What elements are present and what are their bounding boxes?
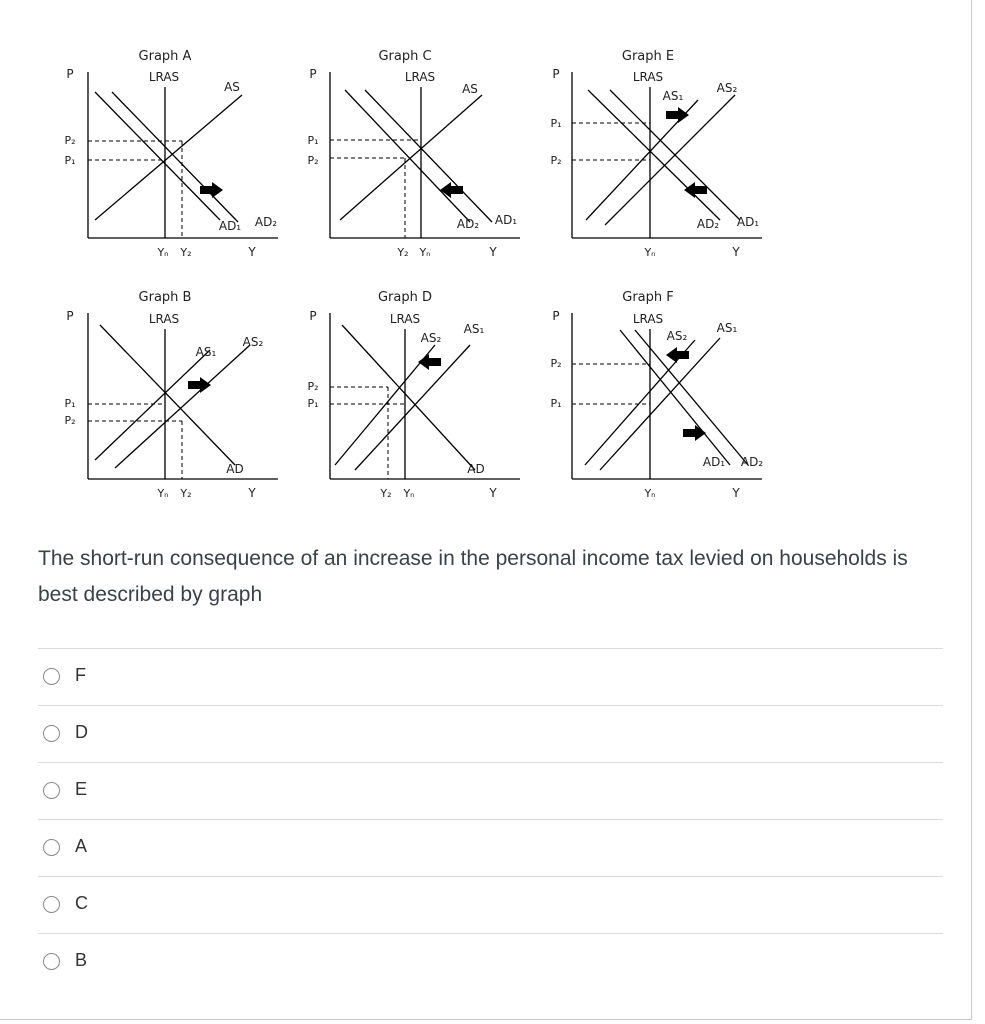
price-label-bottom: P₁ — [64, 154, 76, 167]
y-axis-label: Y — [248, 245, 256, 259]
option-c[interactable] — [38, 876, 943, 933]
p-axis-label: P — [309, 309, 317, 323]
price-label-top: P₁ — [64, 397, 76, 410]
as1-label: AS₁ — [716, 321, 738, 335]
output-label-other: Y₂ — [180, 246, 192, 259]
graph-a — [64, 49, 278, 259]
ad1-label: AD₁ — [702, 455, 726, 469]
option-label: C — [75, 893, 88, 913]
option-d[interactable] — [38, 705, 943, 762]
radio-button[interactable] — [43, 668, 60, 685]
price-label-bottom: P₁ — [550, 397, 562, 410]
lras-label: LRAS — [389, 312, 421, 326]
graph-title: Graph A — [138, 49, 192, 64]
option-a[interactable] — [38, 819, 943, 876]
option-f[interactable] — [38, 648, 943, 705]
as2-label: AS₂ — [420, 331, 442, 345]
output-label-natural: Yₙ — [403, 487, 415, 500]
graph-title: Graph F — [622, 290, 674, 305]
as1-label: AS₁ — [662, 89, 684, 103]
graph-c — [307, 49, 520, 259]
option-label: E — [75, 779, 88, 799]
as1-label: AS₁ — [195, 345, 217, 359]
as2-label: AS₂ — [242, 335, 264, 349]
as2-label: AS₂ — [716, 81, 738, 95]
p-axis-label: P — [552, 309, 560, 323]
question-text: The short-run consequence of an increase in the personal income tax levied on households is best described by graph — [38, 547, 908, 606]
price-label-bottom: P₁ — [307, 397, 319, 410]
option-label: F — [75, 665, 86, 685]
radio-button[interactable] — [43, 725, 60, 742]
output-label-natural: Yₙ — [644, 487, 656, 500]
ad2-label: AD₂ — [254, 215, 278, 229]
y-axis-label: Y — [732, 486, 740, 500]
lras-label: LRAS — [148, 312, 180, 326]
graph-title: Graph D — [377, 290, 433, 305]
radio-button[interactable] — [43, 896, 60, 913]
y-axis-label: Y — [732, 245, 740, 259]
ad2-label: AD₂ — [740, 455, 764, 469]
price-label-top: P₁ — [307, 134, 319, 147]
arrow-right-icon — [683, 425, 706, 441]
as-label: AS — [462, 82, 478, 96]
graph-title: Graph C — [378, 49, 432, 64]
output-label-other: Y₂ — [397, 246, 409, 259]
output-label-natural: Yₙ — [644, 246, 656, 259]
lras-label: LRAS — [632, 312, 664, 326]
output-label-natural: Yₙ — [157, 487, 169, 500]
as2-label: AS₂ — [666, 329, 688, 343]
price-label-top: P₁ — [550, 117, 562, 130]
as-label: AS — [224, 80, 240, 94]
output-label-natural: Yₙ — [419, 246, 431, 259]
ad1-label: AD₁ — [218, 219, 242, 233]
graphs-svg — [30, 40, 810, 520]
arrow-left-icon — [440, 182, 463, 198]
ad-label: AD — [226, 462, 244, 476]
ad2-label: AD₂ — [696, 217, 720, 231]
lras-label: LRAS — [632, 70, 664, 84]
option-label: D — [75, 722, 88, 742]
graph-b — [64, 290, 278, 500]
p-axis-label: P — [552, 67, 560, 81]
radio-button[interactable] — [43, 839, 60, 856]
graph-title: Graph B — [138, 290, 192, 305]
ad1-label: AD₁ — [736, 215, 760, 229]
ad-as-graphs-figure — [30, 40, 810, 520]
radio-button[interactable] — [43, 953, 60, 970]
option-label: B — [75, 950, 88, 970]
arrow-left-icon — [418, 354, 441, 370]
price-label-top: P₂ — [307, 380, 319, 393]
price-label-bottom: P₂ — [307, 154, 319, 167]
y-axis-label: Y — [489, 486, 497, 500]
price-label-bottom: P₂ — [64, 414, 76, 427]
option-label: A — [75, 836, 88, 856]
y-axis-label: Y — [248, 486, 256, 500]
arrow-right-icon — [200, 182, 223, 198]
ad2-label: AD₂ — [456, 217, 480, 231]
y-axis-label: Y — [489, 245, 497, 259]
p-axis-label: P — [66, 67, 74, 81]
radio-button[interactable] — [43, 782, 60, 799]
price-label-top: P₂ — [64, 134, 76, 147]
option-e[interactable] — [38, 762, 943, 819]
p-axis-label: P — [309, 67, 317, 81]
graph-title: Graph E — [621, 49, 675, 64]
arrow-right-icon — [666, 107, 689, 123]
ad-label: AD — [467, 462, 485, 476]
option-b[interactable] — [38, 933, 943, 990]
p-axis-label: P — [66, 309, 74, 323]
output-label-natural: Yₙ — [157, 246, 169, 259]
graph-d — [307, 290, 520, 500]
price-label-top: P₂ — [550, 357, 562, 370]
lras-label: LRAS — [404, 70, 436, 84]
answer-options — [38, 648, 943, 990]
ad1-label: AD₁ — [494, 213, 518, 227]
output-label-other: Y₂ — [180, 487, 192, 500]
graph-f — [550, 290, 763, 500]
graph-e — [550, 49, 762, 259]
lras-label: LRAS — [148, 70, 180, 84]
as1-label: AS₁ — [463, 322, 485, 336]
output-label-other: Y₂ — [380, 487, 392, 500]
price-label-bottom: P₂ — [550, 154, 562, 167]
